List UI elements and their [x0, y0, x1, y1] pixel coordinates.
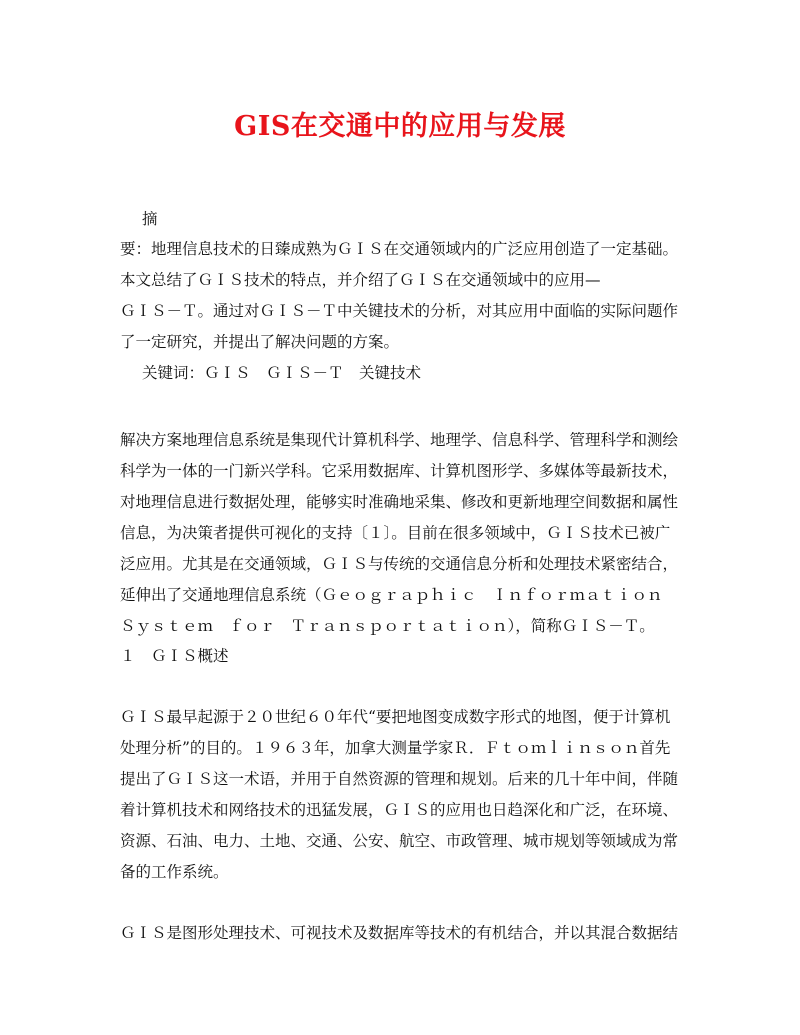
intro-line: 信息，为决策者提供可视化的支持〔１〕。目前在很多领域中，ＧＩＳ技术已被广 — [120, 524, 671, 542]
section1-line: 备的工作系统。 — [120, 863, 229, 881]
intro-line: 解决方案地理信息系统是集现代计算机科学、地理学、信息科学、管理科学和测绘 — [120, 431, 679, 449]
section1-line: 资源、石油、电力、土地、交通、公安、航空、市政管理、城市规划等领域成为常 — [120, 832, 679, 850]
abstract-line: 了一定研究，并提出了解决问题的方案。 — [120, 333, 400, 351]
abstract-line: ＧＩＳ－Ｔ。通过对ＧＩＳ－Ｔ中关键技术的分析，对其应用中面临的实际问题作 — [120, 302, 679, 320]
abstract-line: 要：地理信息技术的日臻成熟为ＧＩＳ在交通领域内的广泛应用创造了一定基础。 — [120, 240, 679, 258]
section1-line: ＧＩＳ是图形处理技术、可视技术及数据库等技术的有机结合，并以其混合数据结 — [120, 924, 679, 942]
intro-line: 泛应用。尤其是在交通领域，ＧＩＳ与传统的交通信息分析和处理技术紧密结合， — [120, 555, 679, 573]
intro-line: 科学为一体的一门新兴学科。它采用数据库、计算机图形学、多媒体等最新技术， — [120, 462, 679, 480]
abstract-label: 摘 — [142, 210, 158, 228]
section-heading: １ ＧＩＳ概述 — [120, 647, 229, 665]
abstract-line: 本文总结了ＧＩＳ技术的特点，并介绍了ＧＩＳ在交通领域中的应用— — [120, 271, 601, 289]
keywords-line: 关键词：ＧＩＳ ＧＩＳ－Ｔ 关键技术 — [142, 364, 422, 382]
section1-line: 着计算机技术和网络技术的迅猛发展，ＧＩＳ的应用也日趋深化和广泛，在环境、 — [120, 801, 679, 819]
intro-line: 对地理信息进行数据处理，能够实时准确地采集、修改和更新地理空间数据和属性 — [120, 493, 679, 511]
section1-line: 处理分析”的目的。１９６３年，加拿大测量学家Ｒ．Ｆｔｏｍｌｉｎｓｏｎ首先 — [120, 739, 671, 757]
section1-line: ＧＩＳ最早起源于２０世纪６０年代“要把地图变成数字形式的地图，便于计算机 — [120, 708, 671, 726]
section1-line: 提出了ＧＩＳ这一术语，并用于自然资源的管理和规划。后来的几十年中间，伴随 — [120, 770, 679, 788]
intro-line: 延伸出了交通地理信息系统（Ｇｅｏｇｒａｐｈｉｃ Ｉｎｆｏｒｍａｔｉｏｎ — [120, 586, 663, 604]
intro-line: Ｓｙｓｔｅｍ ｆｏｒ Ｔｒａｎｓｐｏｒｔａｔｉｏｎ），简称ＧＩＳ－Ｔ。 — [120, 617, 655, 635]
document-title: GIS在交通中的应用与发展 — [234, 111, 566, 142]
